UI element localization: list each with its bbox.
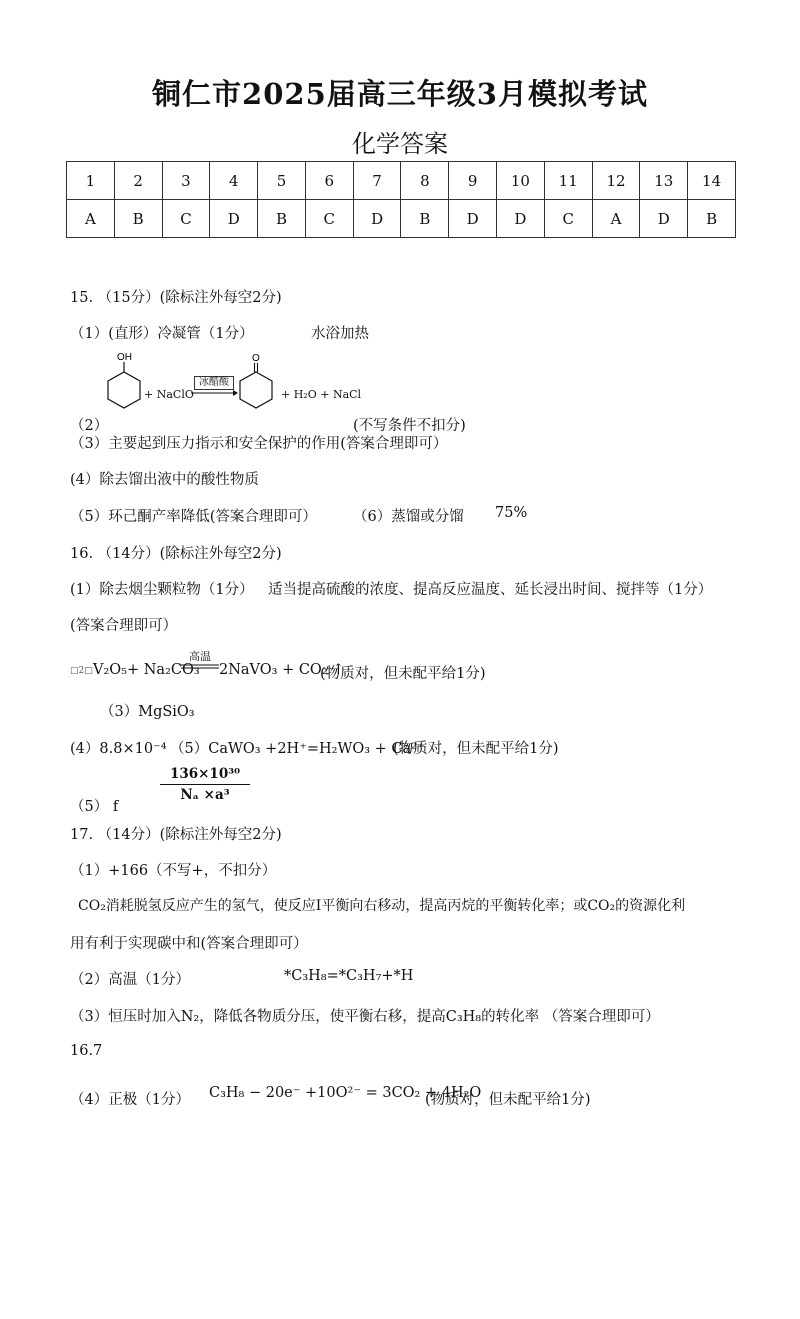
q16-part2-label: □2□ xyxy=(70,666,93,676)
reaction-arrow xyxy=(191,376,237,392)
page-title: 铜仁市2025届高三年级3月模拟考试 xyxy=(152,77,648,111)
q17-part3-answer: （3）恒压时加入N₂，降低各物质分压，使平衡右移，提高C₃H₈的转化率 （答案合理即可） xyxy=(70,1009,660,1025)
answer-table-number-row xyxy=(67,162,736,200)
question-number: 7 xyxy=(353,162,401,200)
question-number: 6 xyxy=(305,162,353,200)
question-number: 1 xyxy=(67,162,115,200)
q17-part1-explanation: CO₂消耗脱氢反应产生的氢气，使反应Ⅰ平衡向右移动，提高丙烷的平衡转化率；或CO₂的资源化利 xyxy=(78,898,686,914)
density-fraction xyxy=(160,766,250,803)
catalyst-box: 冰醋酸 xyxy=(194,376,234,390)
question-number: 4 xyxy=(210,162,258,200)
q15-part6-answer: （6）蒸馏或分馏 xyxy=(353,509,464,525)
q17-part1-explanation-b: 用有利于实现碳中和(答案合理即可） xyxy=(70,936,308,952)
question-number: 11 xyxy=(544,162,592,200)
question-number: 10 xyxy=(497,162,545,200)
question-number: 2 xyxy=(114,162,162,200)
q16-part3-answer: （3）MgSiO₃ xyxy=(100,704,195,720)
q16-part5b-label: （5） f xyxy=(70,799,119,815)
fraction-numerator: 136×10³⁰ xyxy=(160,766,250,785)
q16-part2-lhs: V₂O₅+ Na₂CO₃ xyxy=(93,662,200,678)
answer-cell: D xyxy=(210,200,258,238)
q17-part3-value: 16.7 xyxy=(70,1043,103,1059)
equals-sign-icon xyxy=(181,664,219,670)
hydroxyl-label: OH xyxy=(117,352,132,363)
question-number: 5 xyxy=(258,162,306,200)
carbonyl-label: O xyxy=(252,353,260,364)
answer-cell: D xyxy=(640,200,688,238)
q17-part4-note: (物质对，但未配平给1分) xyxy=(425,1092,591,1108)
answer-cell: A xyxy=(592,200,640,238)
q16-part5-equation: （5）CaWO₃ +2H⁺=H₂WO₃ + Ca²⁺ xyxy=(170,741,425,757)
answer-cell: A xyxy=(67,200,115,238)
answer-cell: B xyxy=(401,200,449,238)
arrow-icon xyxy=(191,390,239,396)
q16-part1-answer: (1）除去烟尘颗粒物（1分） xyxy=(70,582,254,598)
q16-part1-answer-b: 适当提高硫酸的浓度、提高反应温度、延长浸出时间、搅拌等（1分） xyxy=(268,582,713,598)
answer-cell: B xyxy=(114,200,162,238)
q17-part4-equation: C₃H₈ − 20e⁻ +10O²⁻ = 3CO₂ + 4H₂O xyxy=(209,1085,482,1101)
q16-part4-answer: (4）8.8×10⁻⁴ xyxy=(70,741,167,757)
question-number: 8 xyxy=(401,162,449,200)
products-label: + H₂O + NaCl xyxy=(281,388,362,401)
cyclohexanone-structure xyxy=(236,352,286,414)
q16-part2-rhs: 2NaVO₃ + CO₂ ↑ xyxy=(219,662,345,678)
question-number: 12 xyxy=(592,162,640,200)
question-number: 13 xyxy=(640,162,688,200)
q15-part2-label: （2） xyxy=(70,418,109,434)
q15-part4-answer: (4）除去馏出液中的酸性物质 xyxy=(70,472,259,488)
q15-part6-value: 75% xyxy=(495,505,528,521)
answer-cell: D xyxy=(353,200,401,238)
answer-cell: C xyxy=(544,200,592,238)
answer-cell: B xyxy=(258,200,306,238)
q15-part1-answer-b: 水浴加热 xyxy=(311,326,369,342)
q17-header: 17. （14分）(除标注外每空2分) xyxy=(70,827,282,843)
q15-part3-answer: （3）主要起到压力指示和安全保护的作用(答案合理即可） xyxy=(70,436,448,452)
q15-header: 15. （15分）(除标注外每空2分) xyxy=(70,290,282,306)
question-number: 14 xyxy=(688,162,736,200)
answer-table xyxy=(66,161,736,238)
q17-part1-answer: （1）+166（不写+，不扣分） xyxy=(70,863,277,879)
q17-part2-equation: *C₃H₈=*C₃H₇+*H xyxy=(284,968,414,984)
q16-part5-note: (物质对，但未配平给1分) xyxy=(393,741,559,757)
q15-part1-answer: （1）(直形）冷凝管（1分） xyxy=(70,326,254,342)
q16-part2-condition: 高温 xyxy=(189,650,211,663)
q17-part2-answer: （2）高温（1分） xyxy=(70,972,190,988)
answer-cell: D xyxy=(497,200,545,238)
fraction-denominator: Nₐ ×a³ xyxy=(180,787,230,803)
q16-header: 16. （14分）(除标注外每空2分) xyxy=(70,546,282,562)
answer-cell: C xyxy=(162,200,210,238)
question-number: 9 xyxy=(449,162,497,200)
question-number: 3 xyxy=(162,162,210,200)
q17-part4-answer: （4）正极（1分） xyxy=(70,1092,190,1108)
answer-cell: B xyxy=(688,200,736,238)
cyclohexanol-structure xyxy=(104,350,154,414)
q16-part1-note: (答案合理即可） xyxy=(70,618,178,634)
answer-cell: C xyxy=(305,200,353,238)
q15-part5-answer: （5）环己酮产率降低(答案合理即可） xyxy=(70,509,317,525)
page-subtitle: 化学答案 xyxy=(352,130,448,158)
reagent-label: + NaClO xyxy=(144,388,194,401)
answer-table-answer-row xyxy=(67,200,736,238)
q16-part2-note: (物质对，但未配平给1分) xyxy=(320,666,486,682)
answer-cell: D xyxy=(449,200,497,238)
q15-part2-note: (不写条件不扣分) xyxy=(353,418,466,434)
